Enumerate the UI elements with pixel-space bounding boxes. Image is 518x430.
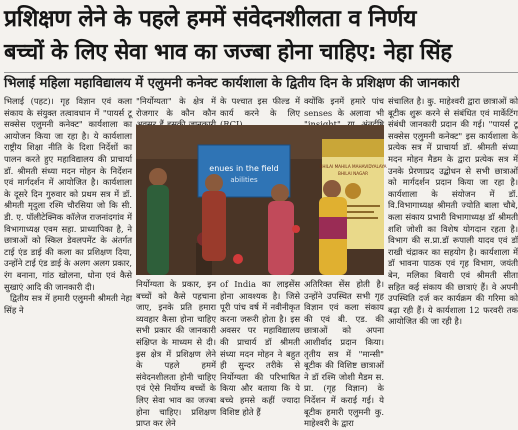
- article-paragraph: के पश्चात इस फील्ड में कार्य करने के लिए: [220, 96, 300, 118]
- article-column-3-top: [220, 96, 300, 124]
- article-column-1: [4, 96, 132, 418]
- subheadline: भिलाई महिला महाविद्यालय में एलुमनी कनेक्ट कार्यशाला के द्वितीय दिन के प्रशिक्षण की जानकारी: [4, 76, 460, 91]
- article-paragraph: निर्योग्यता के प्रकार, इन बच्चों को कैसे पहचाना जाए, इनके प्रति हमारा व्यवहार कैसा होना चाहिए सभी प्रकार की जानकारी संक्षिप्त के माध्यम से दी। इस क्षेत्र में प्रशिक्षण लेने के पहले हममें संवेदनशीलता होनी चाहिए एवं ऐसे निर्योग्य बच्चों के लिए सेवा भाव का जज्बा होना चाहिए। प्रशिक्षण प्राप्त कर लेने: [136, 279, 216, 429]
- headline-divider: [4, 72, 518, 73]
- article-paragraph: क्योंकि इनमें हमारे पांच senses के अलावा भी: [304, 96, 384, 118]
- article-column-4-top: [304, 96, 384, 124]
- banner-line-1: BHILAI MAHILA MAHAVIDYALAYA: [319, 164, 387, 169]
- article-paragraph: of India का लाइसेंस होना आवश्यक है। जिसे पूरी पांच वर्ष में नवीनीकृत करना जरूरी होता है। इस अवसर पर महाविद्यालय की प्राचार्य डॉ श्रीमती संध्या मदन मोहन ने बहुत ही सुन्दर तरीके से निर्योग्यता की परिभाषित किया और बताया कि ये बच्चे हमसे कहीं ज्यादा विशिष्ट होते हैं: [220, 279, 300, 417]
- headline-line-2: बच्चों के लिए सेवा भाव का जज्बा होना चाहिए: नेहा सिंह: [4, 40, 452, 65]
- event-photo-illustration: [136, 125, 387, 275]
- screen-text: enues in the field: [209, 164, 279, 173]
- article-paragraph: "निर्योग्यता" के क्षेत्र में रोजगार के कौन कौन: [136, 96, 216, 118]
- event-photo: [136, 125, 387, 275]
- article-column-2-lower: [136, 279, 216, 429]
- article-column-4-lower: [304, 279, 384, 429]
- banner-line-2: BHILAI NAGAR: [337, 171, 369, 176]
- article-column-5: [388, 96, 518, 418]
- article-paragraph: संचालित है। कु. माहेश्वरी द्वारा छात्राओं को बूटीक शुरू करने से संबंधित एवं मार्केटिंग संबंधी जानकारी प्रदान की गई। "पायर्स टू सक्सेस एलुमनी कनेक्ट" इस कार्यशाला के प्रत्येक सत्र में प्राचार्या डॉ. श्रीमती संध्या मदन मोहन मैडम के द्वारा प्रत्येक सत्र में उनके प्रेरणाप्रद उद्बोधन से सभी छात्राओं को मार्गदर्शन प्रदान किया जा रहा है। कार्यशाला के संयोजन में डॉ. वि.विभागाध्यक्ष श्रीमती ज्योति बाला चौबे, कला संकाय प्रभारी विभागाध्यक्ष डॉ श्रीमती शशि जोशी का विशेष योगदान रहता है। विभाग की स.प्रा.डॉ रूपाली यादव एवं डॉ राखी चंद्राकर का सहयोग है। कार्यशाला में डॉ भावना पाठक एवं गृह विभाग, जयंती बेन, मलिका बिवारी एवं श्रीमती सीता सहित कई संकाय की छात्राएं हैं। वे अपनी उपस्थिति दर्ज कर कार्यक्रम की गरिमा को बढ़ा रही हैं। ये कार्यशाला 12 फरवरी तक आयोजित की जा रही है।: [388, 96, 518, 327]
- article-column-2-top: [136, 96, 216, 124]
- article-column-3-lower: [220, 279, 300, 418]
- article-paragraph: भिलाई (पहट)। गृह विज्ञान एवं कला संकाय के संयुक्त तत्वावधान में "पायर्स टू सक्सेस एलुमनी कनेक्ट" कार्यशाला का आयोजन किया जा रहा है। ये कार्यशाला राष्ट्रीय शिक्षा नीति के दिशा निर्देशों का पालन करते हुए महाविद्यालय की प्राचार्या डॉ. श्रीमती संध्या मदन मोहन के निर्देशन एवं मार्गदर्शन में आयोजित है। कार्यशाला के दूसरे दिन गुरुवार को प्रथम सत्र में डॉ. श्रीमती मृदुला रश्मि चौरसिया जो कि सी. डी. ए. पॉलीटेक्निक कॉलेज राजनांदगांव में विभागाध्यक्ष एवम सहा. प्राध्यापिका है, ने छात्राओं को स्किल डेवलपमेंट के अंतर्गत टाई एंड डाई की कला का प्रशिक्षण दिया, उन्होंने टाई एंड डाई के अलग अलग प्रकार, रंग बनाना, गांठ खोलना, धोना एवं कैसे सुखाएं आदि की जानकारी दी।: [4, 96, 132, 292]
- article-paragraph: द्वितीय सत्र में हमारी एलुमनी श्रीमती नेहा सिंह ने: [4, 293, 132, 315]
- headline-line-1: प्रशिक्षण लेने के पहले हममें संवेदनशीलता व निर्णय: [4, 6, 417, 32]
- article-paragraph: अतिरिक्त सेंस होती है। उन्होंने उपस्थित सभी गृह विज्ञान एवं कला संकाय की एवं बी. एड. की छात्राओं को अपना आशीर्वाद प्रदान किया। तृतीय सत्र में "मान्सी" बूटीक की विशिष्ट छात्राओं ने डॉ रश्मि जोशी मैडम स. प्रा. (गृह विज्ञान) के निर्देशन में कराई गई। ये बूटीक हमारी एलुमनी कु. माहेश्वरी के द्वारा: [304, 279, 384, 429]
- screen-text-2: abilities: [230, 176, 258, 184]
